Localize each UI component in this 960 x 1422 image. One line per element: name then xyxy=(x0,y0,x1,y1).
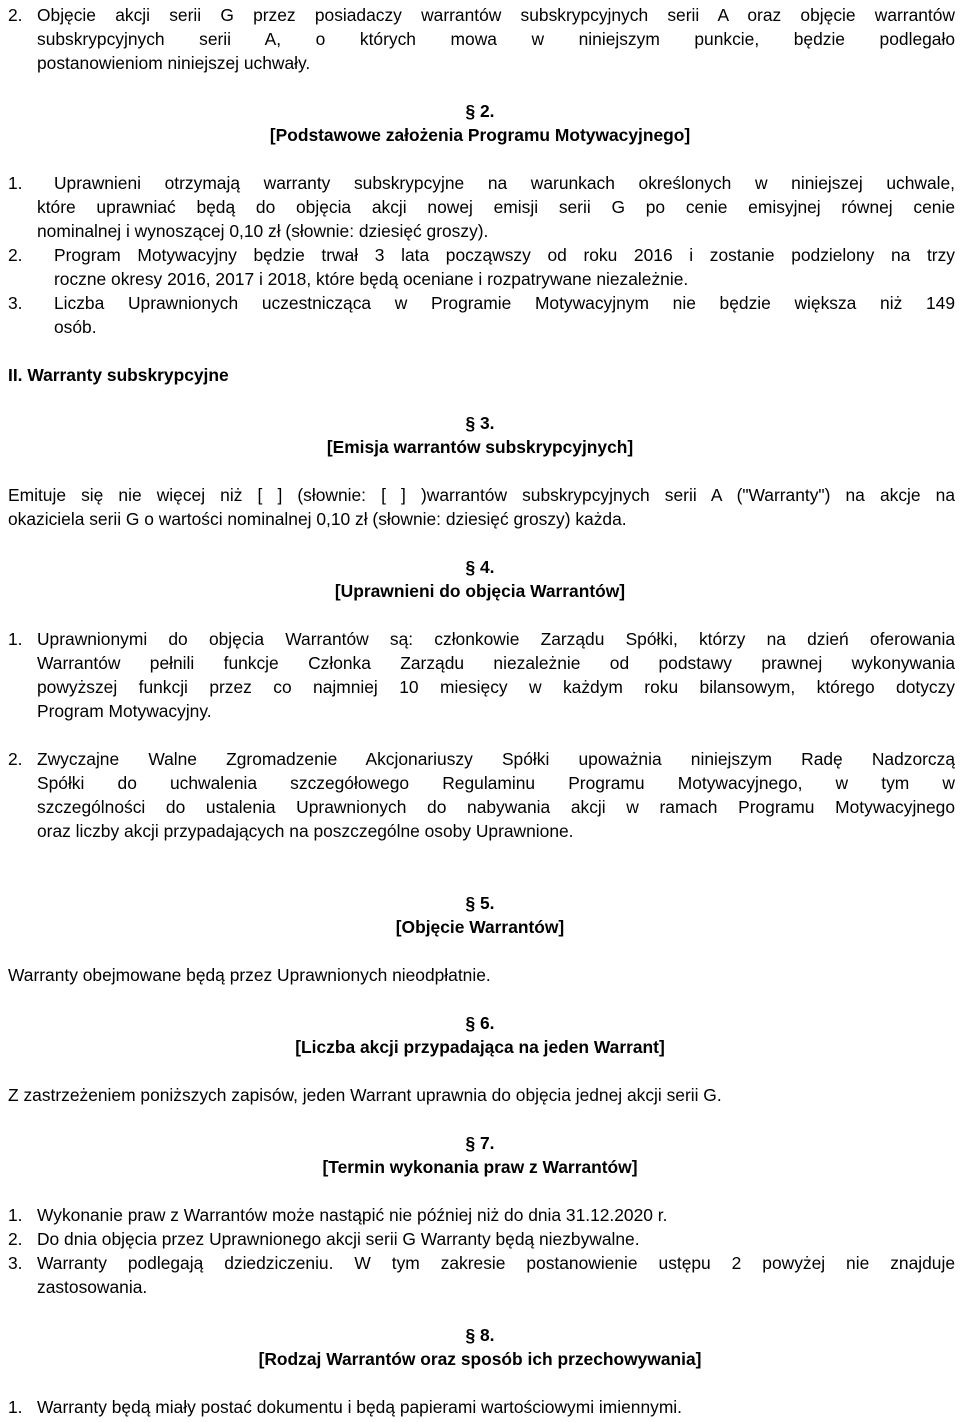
sec7-item-1-number: 1. xyxy=(8,1205,23,1225)
sec4-item-2-number: 2. xyxy=(8,749,23,769)
section-5-heading: § 5. xyxy=(465,893,495,913)
sec4-item-1-number: 1. xyxy=(8,629,23,649)
section-5-title: [Objęcie Warrantów] xyxy=(395,917,565,937)
sec2-item-2-line-2: roczne okresy 2016, 2017 i 2018, które będą oceniane i rozpatrywane niezależnie. xyxy=(54,269,689,289)
section-3-heading: § 3. xyxy=(465,413,495,433)
sec8-item-1-number: 1. xyxy=(8,1397,23,1417)
intro-number: 2. xyxy=(8,5,23,25)
sec2-item-1-number: 1. xyxy=(8,173,23,193)
sec2-item-3-line-1: Liczba Uprawnionych uczestnicząca w Programie Motywacyjnym nie będzie większa niż 149 xyxy=(54,293,955,313)
intro-line-2: subskrypcyjnych serii A, o których mowa w niniejszym punkcie, będzie podlegało xyxy=(37,29,955,49)
sec2-item-1-line-1: Uprawnieni otrzymają warranty subskrypcyjne na warunkach określonych w niniejszej uchwale, xyxy=(54,173,955,193)
sec4-item-2-line-1: Zwyczajne Walne Zgromadzenie Akcjonariuszy Spółki upoważnia niniejszym Radę Nadzorczą xyxy=(37,749,955,769)
sec2-item-3-number: 3. xyxy=(8,293,23,313)
sec6-text: Z zastrzeżeniem poniższych zapisów, jeden Warrant uprawnia do objęcia jednej akcji serii G. xyxy=(8,1085,722,1105)
sec2-item-1-line-2: które uprawniać będą do objęcia akcji nowej emisji serii G po cenie emisyjnej równej cenie xyxy=(37,197,955,217)
sec7-item-3-number: 3. xyxy=(8,1253,23,1273)
sec7-item-2-number: 2. xyxy=(8,1229,23,1249)
section-7-heading: § 7. xyxy=(465,1133,495,1153)
section-7-title: [Termin wykonania praw z Warrantów] xyxy=(322,1157,638,1177)
section-3-title: [Emisja warrantów subskrypcyjnych] xyxy=(326,437,634,457)
sec4-item-2-line-3: szczególności do ustalenia Uprawnionych do nabywania akcji w ramach Programu Motywacyjnego xyxy=(37,797,955,817)
sec4-item-1-line-1: Uprawnionymi do objęcia Warrantów są: członkowie Zarządu Spółki, którzy na dzień oferowania xyxy=(37,629,955,649)
sec4-item-1-line-2: Warrantów pełnili funkcje Członka Zarządu niezależnie od podstawy prawnej wykonywania xyxy=(37,653,955,673)
section-4-heading: § 4. xyxy=(465,557,495,577)
sec7-item-3-line-2: zastosowania. xyxy=(37,1277,148,1297)
sec7-item-3-line-1: Warranty podlegają dziedziczeniu. W tym zakresie postanowienie ustępu 2 powyżej nie znajduje xyxy=(37,1253,955,1273)
sec3-line-2: okaziciela serii G o wartości nominalnej 0,10 zł (słownie: dziesięć groszy) każda. xyxy=(8,509,627,529)
sec4-item-2-line-2: Spółki do uchwalenia szczegółowego Regulaminu Programu Motywacyjnego, w tym w xyxy=(37,773,955,793)
section-2-title: [Podstawowe założenia Programu Motywacyjnego] xyxy=(269,125,691,145)
sec7-item-1-line-1: Wykonanie praw z Warrantów może nastąpić nie później niż do dnia 31.12.2020 r. xyxy=(37,1205,668,1225)
sec5-text: Warranty obejmowane będą przez Uprawnionych nieodpłatnie. xyxy=(8,965,491,985)
sec2-item-1-line-3: nominalnej i wynoszącej 0,10 zł (słownie: dziesięć groszy). xyxy=(37,221,489,241)
sec8-item-1-line-1: Warranty będą miały postać dokumentu i będą papierami wartościowymi imiennymi. xyxy=(37,1397,683,1417)
sec2-item-2-line-1: Program Motywacyjny będzie trwał 3 lata począwszy od roku 2016 i zostanie podzielony na trzy xyxy=(54,245,955,265)
section-6-title: [Liczba akcji przypadająca na jeden Warrant] xyxy=(295,1037,665,1057)
section-6-heading: § 6. xyxy=(465,1013,495,1033)
section-2-heading: § 2. xyxy=(465,101,495,121)
intro-line-3: postanowieniom niniejszej uchwały. xyxy=(37,53,311,73)
section-8-heading: § 8. xyxy=(465,1325,495,1345)
sec7-item-2-line-1: Do dnia objęcia przez Uprawnionego akcji serii G Warranty będą niezbywalne. xyxy=(37,1229,640,1249)
part-2-title: II. Warranty subskrypcyjne xyxy=(8,365,229,385)
intro-line-1: Objęcie akcji serii G przez posiadaczy warrantów subskrypcyjnych serii A oraz objęcie warrantów xyxy=(37,5,955,25)
section-8-title: [Rodzaj Warrantów oraz sposób ich przechowywania] xyxy=(258,1349,702,1369)
sec4-item-2-line-4: oraz liczby akcji przypadających na poszczególne osoby Uprawnione. xyxy=(37,821,574,841)
sec4-item-1-line-3: powyższej funkcji przez co najmniej 10 miesięcy w każdym roku bilansowym, którego dotyczy xyxy=(37,677,955,697)
sec3-line-1: Emituje się nie więcej niż [ ] (słownie: [ ] )warrantów subskrypcyjnych serii A ("Warranty") na akcje na xyxy=(8,485,955,505)
sec4-item-1-line-4: Program Motywacyjny. xyxy=(37,701,212,721)
section-4-title: [Uprawnieni do objęcia Warrantów] xyxy=(334,581,626,601)
sec2-item-2-number: 2. xyxy=(8,245,23,265)
sec2-item-3-line-2: osób. xyxy=(54,317,97,337)
